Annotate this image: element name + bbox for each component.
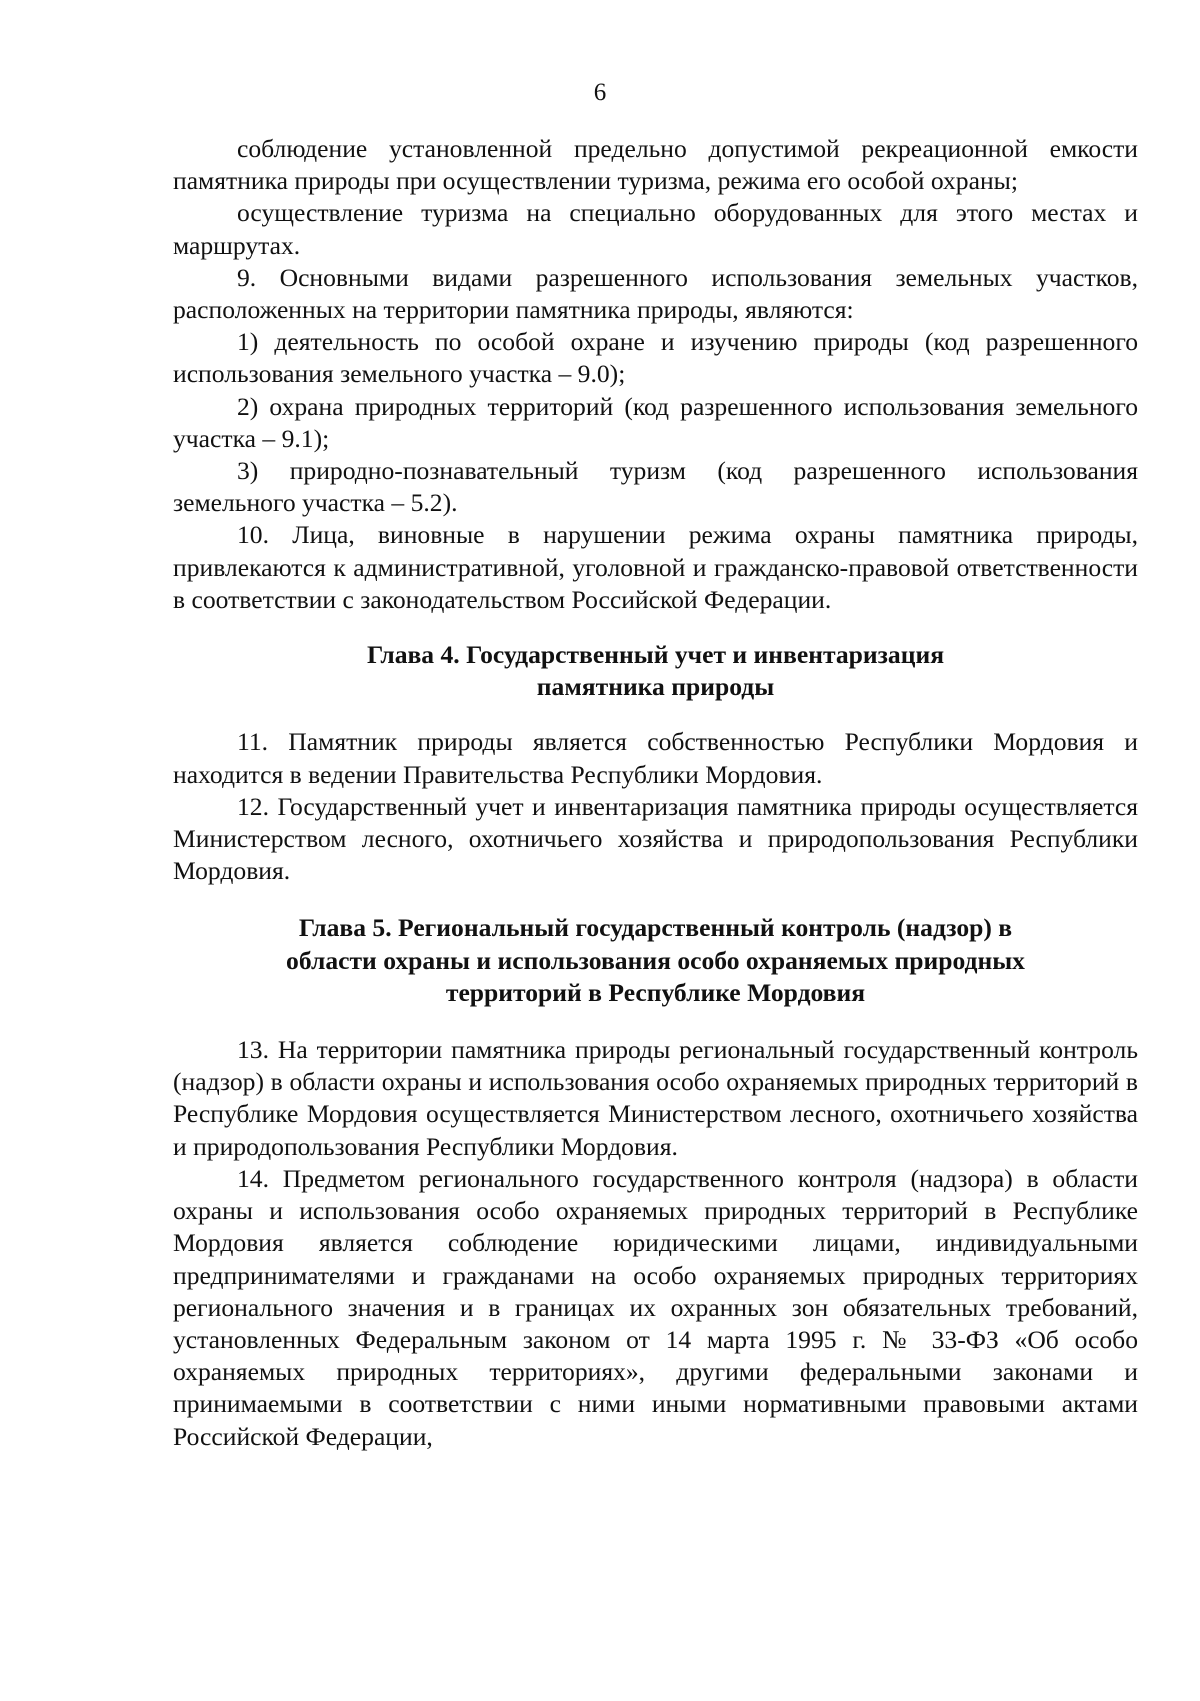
chapter-5-heading	[173, 912, 1138, 1009]
paragraph-item-9: 9. Основными видами разрешенного использования земельных участков, расположенных на территории памятника природы, являются:	[173, 262, 1138, 325]
chapter-5-heading-line: области охраны и использования особо охраняемых природных	[286, 945, 1025, 975]
list-item: 1) деятельность по особой охране и изучению природы (код разрешенного использования земельного участка – 9.0);	[173, 327, 1138, 389]
paragraph: соблюдение установленной предельно допустимой рекреационной емкости памятника природы при осуществлении туризма, режима его особой охраны;	[173, 134, 1138, 196]
chapter-5-heading-line: Глава 5. Региональный государственный контроль (надзор) в	[298, 913, 1013, 943]
paragraph: осуществление туризма на специально оборудованных для этого местах и маршрутах.	[173, 198, 1138, 260]
chapter-5-heading-line: территорий в Республике Мордовия	[445, 977, 866, 1007]
paragraph-item-13: 13. На территории памятника природы региональный государственный контроль (надзор) в области охраны и использования особо охраняемых природных территорий в Республике Мордовия осуществляется Министерством лесного, охотничьего хозяйства и природопользования Республики Мордовия.	[173, 1035, 1138, 1161]
list-item: 2) охрана природных территорий (код разрешенного использования земельного участка – 9.1);	[173, 391, 1138, 453]
list-item: 3) природно-познавательный туризм (код разрешенного использования земельного участка – 5.2).	[173, 456, 1138, 518]
paragraph-item-10: 10. Лица, виновные в нарушении режима охраны памятника природы, привлекаются к административной, уголовной и гражданско-правовой ответственности в соответствии с законодательством Российской Федерации.	[173, 520, 1138, 614]
chapter-4-heading	[173, 639, 1138, 703]
chapter-4-heading-line: памятника природы	[536, 672, 775, 702]
chapter-4-heading-line: Глава 4. Государственный учет и инвентаризация	[366, 640, 945, 670]
paragraph-item-12: 12. Государственный учет и инвентаризация памятника природы осуществляется Министерством лесного, охотничьего хозяйства и природопользования Республики Мордовия.	[173, 791, 1138, 886]
page-number: 6	[593, 79, 607, 106]
paragraph-item-14: 14. Предметом регионального государственного контроля (надзора) в области охраны и использования особо охраняемых природных территорий в Республике Мордовия является соблюдение юридическими лицами, индивидуальными предпринимателями и гражданами на особо охраняемых природных территориях регионального значения и в границах их охранных зон обязательных требований, установленных Федеральным законом от 14 марта 1995 г. № 33-ФЗ «Об особо охраняемых природных территориях», другими федеральными законами и принимаемыми в соответствии с ними иными нормативными правовыми актами Российской Федерации,	[173, 1163, 1138, 1451]
paragraph-item-11: 11. Памятник природы является собственностью Республики Мордовия и находится в ведении Правительства Республики Мордовия.	[173, 727, 1138, 789]
document-body	[173, 133, 1138, 1453]
